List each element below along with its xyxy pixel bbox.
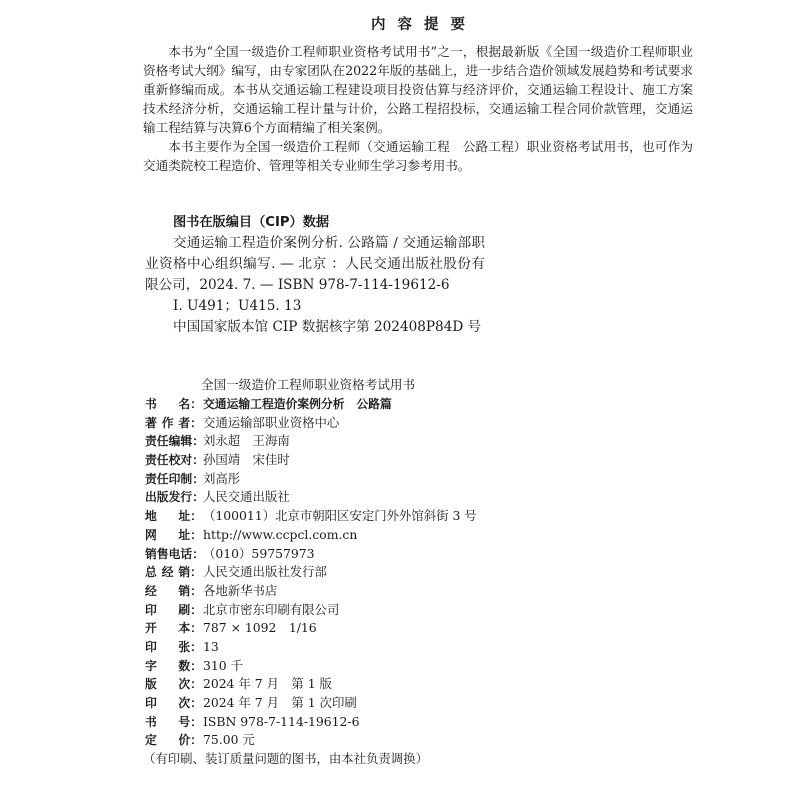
colophon-label: 印 刷： xyxy=(145,602,202,617)
colophon-footnote: （有印刷、装订质量问题的图书，由本社负责调换） xyxy=(143,751,428,767)
colophon-label: 字 数： xyxy=(145,658,202,673)
colophon-label: 开 本： xyxy=(145,621,202,636)
colophon-label: 出版发行： xyxy=(145,490,204,505)
colophon-rows xyxy=(145,395,645,750)
colophon-value: http://www.ccpcl.com.cn xyxy=(203,526,358,542)
series-name: 全国一级造价工程师职业资格考试用书 xyxy=(201,377,416,392)
colophon-value: 交通运输部职业资格中心 xyxy=(203,414,340,430)
cip-record-number: 中国国家版本馆 CIP 数据核字第 202408P84D 号 xyxy=(173,319,482,335)
colophon-label: 地 址： xyxy=(145,509,202,524)
colophon-row xyxy=(145,675,645,694)
colophon-value: 75.00 元 xyxy=(203,732,255,748)
summary-section xyxy=(143,42,693,175)
colophon-row xyxy=(145,526,645,545)
colophon-label: 版 次： xyxy=(145,677,202,692)
summary-paragraph: 本书主要作为全国一级造价工程师（交通运输工程 公路工程）职业资格考试用书，也可作为交通类院校工程造价、管理等相关专业师生学习参考用书。 xyxy=(143,139,693,173)
colophon-row xyxy=(145,432,645,451)
colophon-value: 人民交通出版社 xyxy=(203,489,290,505)
colophon-value: 刘高彤 xyxy=(203,470,241,486)
colophon-row xyxy=(145,488,645,507)
colophon-label: 销售电话： xyxy=(145,546,204,561)
colophon-label: 印 张： xyxy=(145,639,202,654)
colophon-label: 著 作 者： xyxy=(145,415,202,430)
colophon-value: 人民交通出版社发行部 xyxy=(203,564,327,580)
colophon-row xyxy=(145,395,645,414)
colophon-label: 责任编辑： xyxy=(145,434,204,449)
colophon-value: 刘永超 王海南 xyxy=(203,433,290,449)
colophon-value: 孙国靖 宋佳时 xyxy=(203,452,290,468)
colophon-label: 定 价： xyxy=(145,733,202,748)
colophon-row xyxy=(145,731,645,750)
colophon-row xyxy=(145,582,645,601)
colophon-label: 总 经 销： xyxy=(145,565,202,580)
colophon-label: 书 名： xyxy=(145,397,202,411)
colophon-value: 310 千 xyxy=(203,657,243,673)
colophon-row xyxy=(145,694,645,713)
colophon-row xyxy=(145,507,645,526)
colophon-label: 印 次： xyxy=(145,696,202,710)
colophon-row xyxy=(145,414,645,433)
colophon-block xyxy=(145,395,645,769)
colophon-label: 网 址： xyxy=(145,527,202,542)
cip-data-block xyxy=(145,212,485,338)
colophon-row xyxy=(145,638,645,657)
cip-body: 交通运输工程造价案例分析. 公路篇 ∕ 交通运输部职业资格中心组织编写. — 北京 ：人民交通出版社股份有限公司，2024. 7. — ISBN 978-7-114-19612-6 xyxy=(145,235,485,293)
colophon-value: 2024 年 7 月 第 1 版 xyxy=(203,676,332,692)
summary-paragraph: 本书为“全国一级造价工程师职业资格考试用书”之一，根据最新版《全国一级造价工程师职业资格考试大纲》编写，由专家团队在2022年版的基础上，进一步结合造价领域发展趋势和考试要求重新修编而成。本书从交通运输工程建设项目投资估算与经济评价，交通运输工程设计、施工方案技术经济分析，交通运输工程计量与计价，公路工程招投标，交通运输工程合同价款管理，交通运输工程结算与决算6个方面精编了相关案例。 xyxy=(143,44,693,135)
cip-header: 图书在版编目（CIP）数据 xyxy=(173,215,330,230)
cip-classification: Ⅰ. U491；U415. 13 xyxy=(173,298,302,314)
colophon-value: 13 xyxy=(203,638,219,654)
colophon-label: 责任校对： xyxy=(145,453,204,468)
colophon-row xyxy=(145,713,645,732)
colophon-value: （010）59757973 xyxy=(203,545,315,561)
colophon-value: （100011）北京市朝阳区安定门外外馆斜街 3 号 xyxy=(203,508,477,524)
colophon-label: 经 销： xyxy=(145,583,202,598)
colophon-value: 北京市密东印刷有限公司 xyxy=(203,601,340,617)
colophon-value: 交通运输工程造价案例分析 公路篇 xyxy=(203,397,392,411)
colophon-row xyxy=(145,657,645,676)
colophon-row xyxy=(145,451,645,470)
summary-title: 内容提要 xyxy=(371,17,477,33)
colophon-value: ISBN 978-7-114-19612-6 xyxy=(203,713,360,729)
colophon-label: 书 号： xyxy=(145,714,202,729)
colophon-row xyxy=(145,601,645,620)
colophon-value: 2024 年 7 月 第 1 次印刷 xyxy=(203,695,357,710)
colophon-value: 787 × 1092 1/16 xyxy=(203,620,317,636)
colophon-value: 各地新华书店 xyxy=(203,582,278,598)
colophon-row xyxy=(145,545,645,564)
colophon-row xyxy=(145,619,645,638)
colophon-row xyxy=(145,563,645,582)
colophon-row xyxy=(145,470,645,489)
colophon-label: 责任印制： xyxy=(145,471,204,486)
